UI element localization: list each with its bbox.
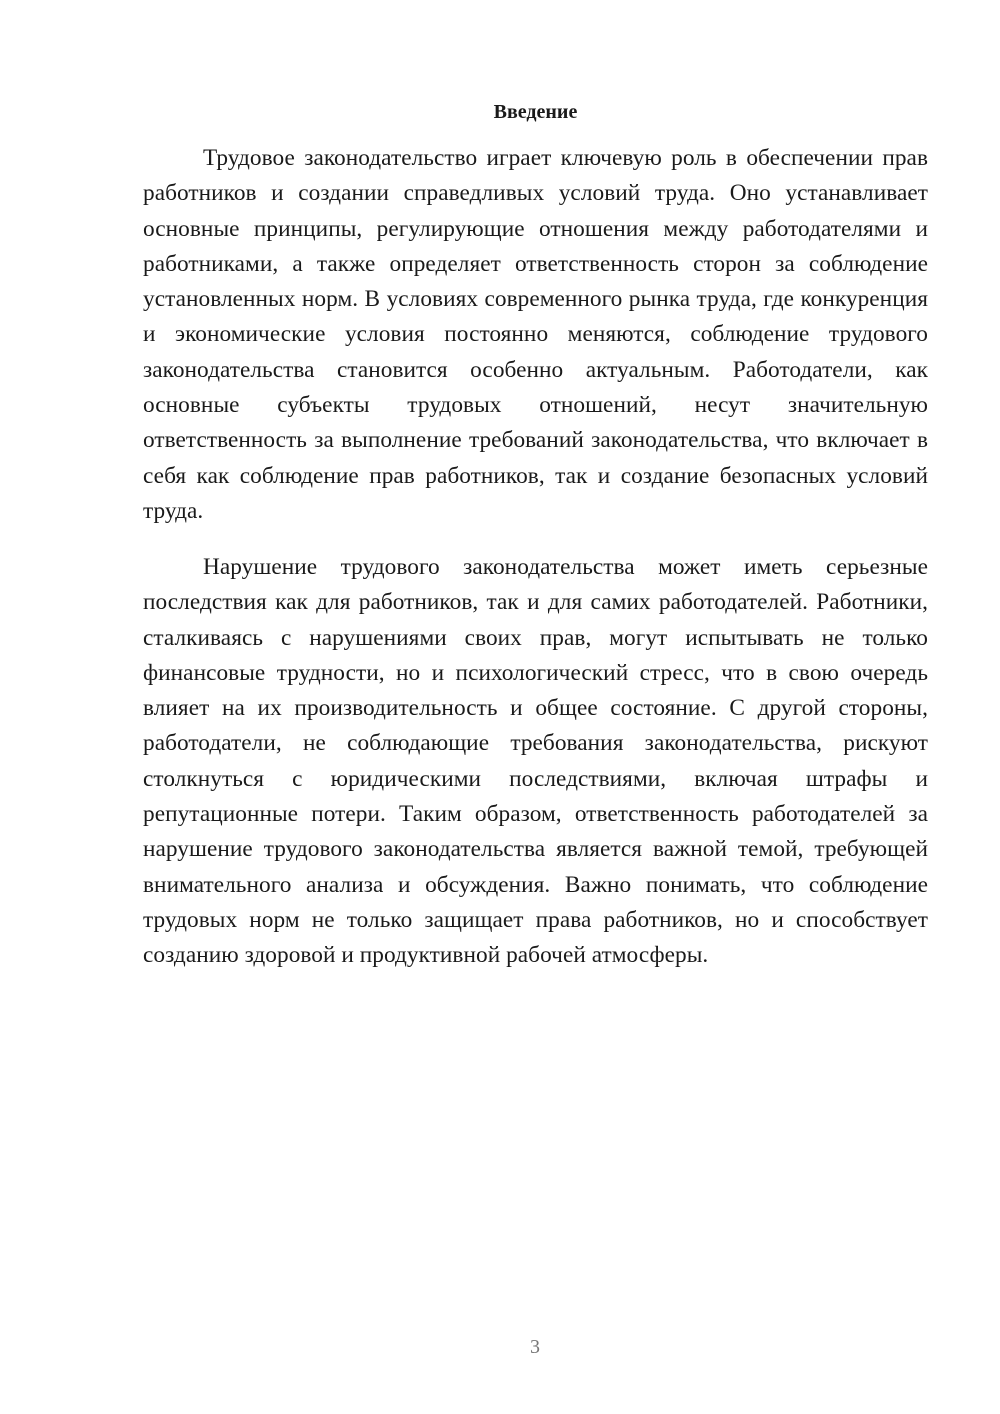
paragraph-2: Нарушение трудового законодательства может иметь серьезные последствия как для работников, так и для самих работодателей. Работники, сталкиваясь с нарушениями своих прав, могут испытывать не только финансовые трудности, но и психологический стресс, что в свою очередь влияет на их производительность и общее состояние. С другой стороны, работодатели, не соблюдающие требования законодательства, рискуют столкнуться с юридическими последствиями, включая штрафы и репутационные потери. Таким образом, ответственность работодателей за нарушение трудового законодательства является важной темой, требующей внимательного анализа и обсуждения. Важно понимать, что соблюдение трудовых норм не только защищает права работников, но и способствует созданию здоровой и продуктивной рабочей атмосферы. xyxy=(143,554,928,969)
paragraph-1: Трудовое законодательство играет ключевую роль в обеспечении прав работников и создании справедливых условий труда. Оно устанавливает основные принципы, регулирующие отношения между работодателями и работниками, а также определяет ответственность сторон за соблюдение установленных норм. В условиях современного рынка труда, где конкуренция и экономические условия постоянно меняются, соблюдение трудового законодательства становится особенно актуальным. Работодатели, как основные субъекты трудовых отношений, несут значительную ответственность за выполнение требований законодательства, что включает в себя как соблюдение прав работников, так и создание безопасных условий труда. xyxy=(143,145,928,524)
page-number: 3 xyxy=(530,1336,540,1358)
section-heading: Введение xyxy=(493,101,578,123)
